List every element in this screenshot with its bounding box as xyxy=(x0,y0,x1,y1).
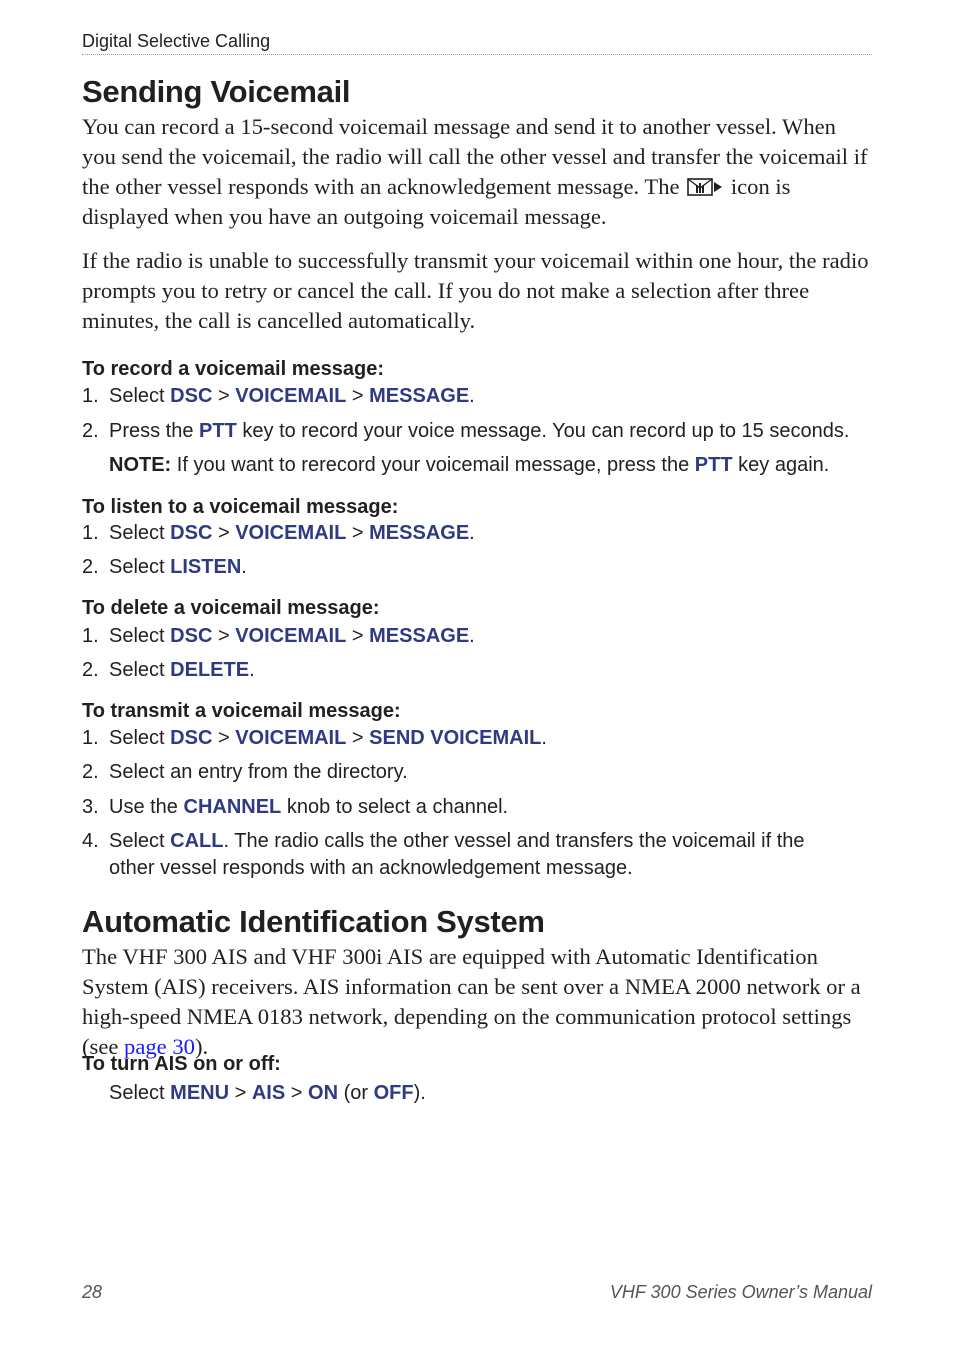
step-number: 4. xyxy=(82,830,99,852)
step-number: 3. xyxy=(82,796,99,818)
procedure-title-ais: To turn AIS on or off: xyxy=(82,1053,281,1075)
step-text: Use the xyxy=(109,796,178,818)
separator: > xyxy=(217,385,230,407)
key-ais: AIS xyxy=(251,1082,286,1104)
key-dsc: DSC xyxy=(170,522,213,544)
separator: > xyxy=(217,625,230,647)
key-on: ON xyxy=(308,1082,339,1104)
separator: > xyxy=(217,727,230,749)
step-text: Select xyxy=(109,1082,165,1104)
key-voicemail: VOICEMAIL xyxy=(235,727,347,749)
key-dsc: DSC xyxy=(170,385,213,407)
step-text: (or xyxy=(343,1082,369,1104)
key-ptt: PTT xyxy=(199,420,237,442)
key-message: MESSAGE xyxy=(369,625,470,647)
manual-title: VHF 300 Series Owner’s Manual xyxy=(609,1282,872,1302)
step-text: Select xyxy=(109,522,165,544)
step-text: Select xyxy=(109,385,165,407)
intro-text-a: You can record a 15-second voicemail message and send it to another vessel. When you send the voicemail, the radio will call the other vessel and transfer the voicemail if the other vessel responds with an acknowledgement message. The xyxy=(82,114,868,199)
step-end: . xyxy=(249,659,255,681)
note-text: If you want to rerecord your voicemail message, press the xyxy=(176,454,690,476)
step-text: Select an entry from the directory. xyxy=(109,761,408,783)
key-message: MESSAGE xyxy=(369,522,470,544)
key-off: OFF xyxy=(373,1082,414,1104)
ais-text: The VHF 300 AIS and VHF 300i AIS are equipped with Automatic Identification System (AIS) receivers. AIS information can be sent over a NMEA 2000 network or a high-speed NMEA 0183 network, depending on the communication protocol settings (see xyxy=(82,944,861,1059)
step-number: 2. xyxy=(82,659,99,681)
ais-text-end: ). xyxy=(194,1034,209,1059)
header-divider xyxy=(82,54,872,55)
key-send-voicemail: SEND VOICEMAIL xyxy=(369,727,542,749)
step-text: Select xyxy=(109,625,165,647)
page-30-link[interactable]: page 30 xyxy=(124,1034,195,1059)
page-number: 28 xyxy=(82,1282,103,1302)
section-heading-sending-voicemail: Sending Voicemail xyxy=(82,74,351,109)
step-text: Select xyxy=(109,556,165,578)
key-call: CALL xyxy=(170,830,224,852)
separator: > xyxy=(290,1082,303,1104)
step-end: . xyxy=(469,385,475,407)
running-header: Digital Selective Calling xyxy=(82,31,271,51)
key-dsc: DSC xyxy=(170,625,213,647)
step-number: 1. xyxy=(82,385,99,407)
procedure-title-delete: To delete a voicemail message: xyxy=(82,597,380,619)
key-ptt: PTT xyxy=(694,454,733,476)
step-text: . The radio calls the other vessel and transfers the voicemail if the other vessel responds with an acknowledgement message. xyxy=(109,830,805,879)
ais-paragraph xyxy=(82,942,872,1062)
step-text: key to record your voice message. You can record up to 15 seconds. xyxy=(242,420,850,442)
separator: > xyxy=(351,727,364,749)
step-text: Press the xyxy=(109,420,194,442)
step-end: . xyxy=(541,727,547,749)
key-voicemail: VOICEMAIL xyxy=(235,625,347,647)
step-end: . xyxy=(241,556,247,578)
key-message: MESSAGE xyxy=(369,385,470,407)
voicemail-intro-paragraph xyxy=(82,112,872,232)
key-dsc: DSC xyxy=(170,727,213,749)
note-text: key again. xyxy=(738,454,830,476)
step-text: Select xyxy=(109,659,165,681)
step-number: 1. xyxy=(82,727,99,749)
separator: > xyxy=(234,1082,247,1104)
step-text: Select xyxy=(109,830,165,852)
section-heading-ais: Automatic Identification System xyxy=(82,904,545,939)
procedure-title-transmit: To transmit a voicemail message: xyxy=(82,700,401,722)
voicemail-retry-paragraph: If the radio is unable to successfully transmit your voicemail within one hour, the radio prompts you to retry or cancel the call. If you do not make a selection after three minutes, the call is cancelled automatically. xyxy=(82,248,869,333)
step-number: 1. xyxy=(82,625,99,647)
key-delete: DELETE xyxy=(170,659,250,681)
step-end: . xyxy=(469,625,475,647)
step-end: ). xyxy=(413,1082,426,1104)
step-number: 2. xyxy=(82,761,99,783)
step-number: 2. xyxy=(82,420,99,442)
separator: > xyxy=(351,385,364,407)
separator: > xyxy=(351,625,364,647)
procedure-title-listen: To listen to a voicemail message: xyxy=(82,496,399,518)
separator: > xyxy=(351,522,364,544)
key-listen: LISTEN xyxy=(170,556,242,578)
step-end: . xyxy=(469,522,475,544)
key-channel: CHANNEL xyxy=(183,796,282,818)
separator: > xyxy=(217,522,230,544)
note-label: NOTE: xyxy=(109,454,172,476)
intro-text-b: icon is displayed when you have an outgoing voicemail message. xyxy=(82,174,791,229)
step-number: 2. xyxy=(82,556,99,578)
step-number: 1. xyxy=(82,522,99,544)
procedure-title-record: To record a voicemail message: xyxy=(82,358,384,380)
key-voicemail: VOICEMAIL xyxy=(235,385,347,407)
key-menu: MENU xyxy=(170,1082,230,1104)
step-text: knob to select a channel. xyxy=(286,796,509,818)
outgoing-voicemail-icon xyxy=(687,177,723,197)
step-text: Select xyxy=(109,727,165,749)
key-voicemail: VOICEMAIL xyxy=(235,522,347,544)
